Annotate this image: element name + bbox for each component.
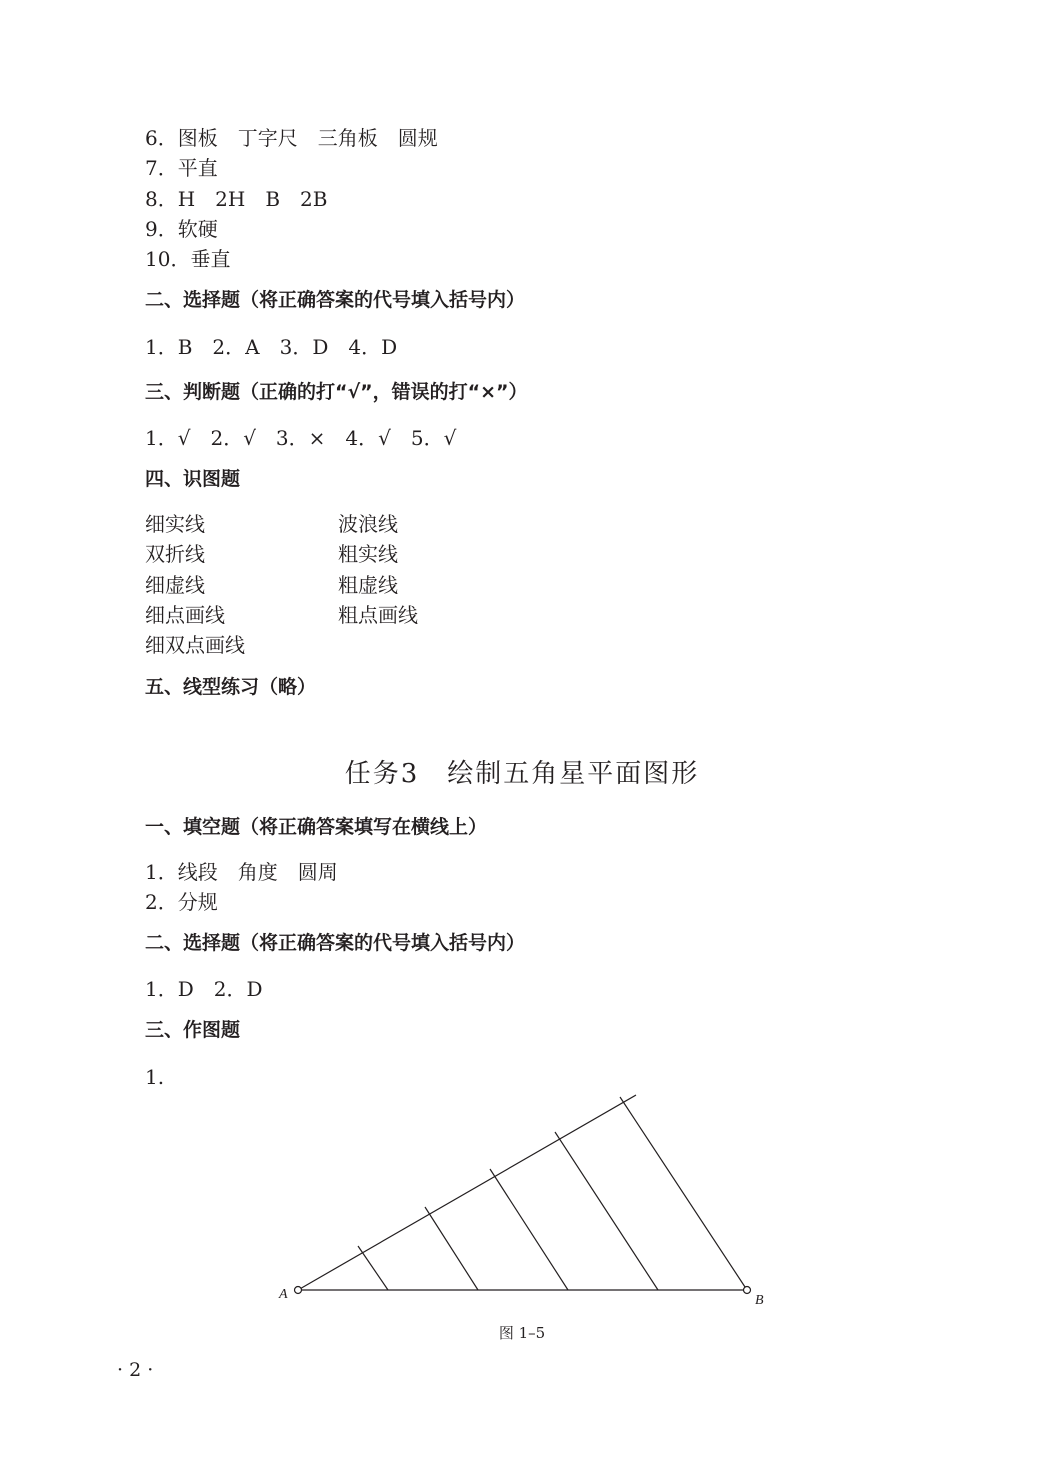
choice-answers: 1．B 2．A 3．D 4．D	[145, 335, 398, 359]
point-a-marker	[295, 1287, 302, 1294]
task3-choice-answers: 1．D 2．D	[145, 977, 263, 1001]
parallel-line-4	[555, 1132, 658, 1290]
auxiliary-ray	[298, 1095, 636, 1290]
choice-heading: 二、选择题（将正确答案的代号填入括号内）	[145, 289, 526, 311]
recog-col1-item: 细点画线	[145, 603, 225, 627]
answer-line-6: 6．图板 丁字尺 三角板 圆规	[145, 126, 438, 150]
task3-fill-line-1: 1．线段 角度 圆周	[145, 860, 338, 884]
task3-fill-line-2: 2．分规	[145, 890, 218, 914]
recog-col2-item: 粗实线	[338, 542, 398, 566]
recog-col1-item: 细双点画线	[145, 633, 245, 657]
point-b-marker	[744, 1287, 751, 1294]
answer-line-9: 9．软硬	[145, 217, 218, 241]
figure-caption: 图 1–5	[498, 1324, 546, 1342]
practice-heading: 五、线型练习（略）	[145, 676, 317, 698]
task-title: 任务3 绘制五角星平面图形	[344, 759, 700, 789]
answer-line-8: 8．H 2H B 2B	[145, 187, 328, 211]
answer-line-7: 7．平直	[145, 156, 218, 180]
parallel-line-1	[358, 1246, 388, 1290]
recog-col1-item: 细虚线	[145, 573, 205, 597]
draw-item-number: 1.	[145, 1065, 165, 1089]
parallel-line-3	[490, 1169, 568, 1290]
recog-col1-item: 双折线	[145, 542, 205, 566]
answer-line-10: 10．垂直	[145, 247, 231, 271]
point-b-label: B	[755, 1293, 764, 1308]
judge-heading: 三、判断题（正确的打“√”，错误的打“×”）	[145, 381, 528, 403]
recog-col2-item: 粗虚线	[338, 573, 398, 597]
parallel-line-2	[425, 1207, 478, 1290]
recog-col2-item: 粗点画线	[338, 603, 418, 627]
point-a-label: A	[279, 1287, 288, 1302]
recognition-heading: 四、识图题	[145, 468, 241, 490]
task3-choice-heading: 二、选择题（将正确答案的代号填入括号内）	[145, 932, 526, 954]
task3-draw-heading: 三、作图题	[145, 1019, 241, 1041]
recog-col1-item: 细实线	[145, 512, 205, 536]
recog-col2-item: 波浪线	[338, 512, 398, 536]
task3-fill-heading: 一、填空题（将正确答案填写在横线上）	[145, 816, 488, 838]
judge-answers: 1．√ 2．√ 3．× 4．√ 5．√	[145, 426, 457, 450]
page-number: · 2 ·	[117, 1359, 154, 1381]
